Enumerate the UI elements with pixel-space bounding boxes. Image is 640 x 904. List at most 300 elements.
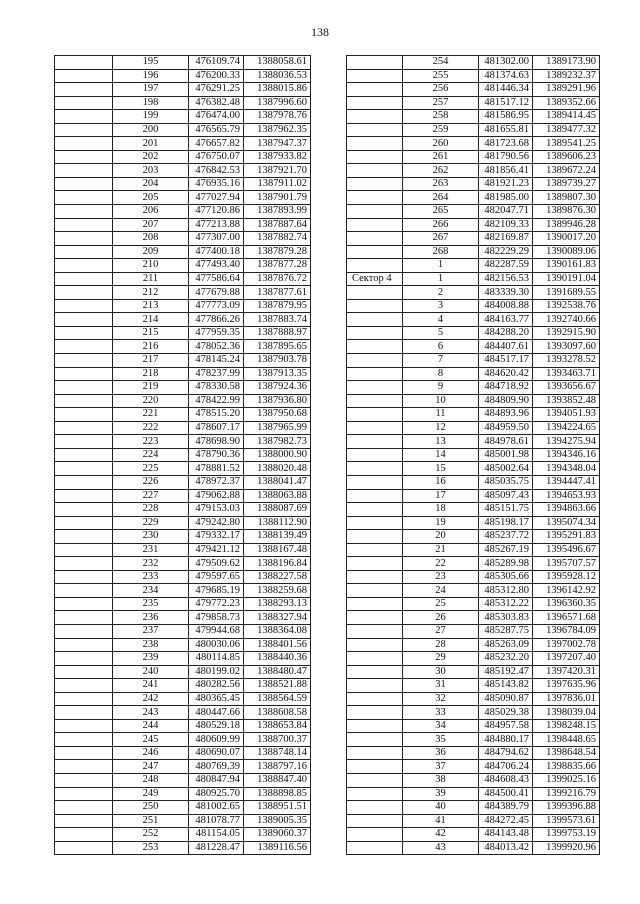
point-number-cell: 268 [403,245,479,259]
x-coordinate-cell: 478145.24 [189,354,244,368]
x-coordinate-cell: 476565.79 [189,123,244,137]
x-coordinate-cell: 478515.20 [189,408,244,422]
point-number-cell: 196 [113,69,189,83]
point-number-cell: 16 [403,475,479,489]
table-row [55,56,311,70]
table-row [55,259,311,273]
point-number-cell: 221 [113,408,189,422]
table-row [347,56,600,70]
x-coordinate-cell: 477493.40 [189,259,244,273]
sector-label-cell [347,96,403,110]
sector-label-cell [347,245,403,259]
table-row [55,706,311,720]
point-number-cell: 20 [403,530,479,544]
y-coordinate-cell: 1393656.67 [533,381,600,395]
x-coordinate-cell: 480769.39 [189,760,244,774]
x-coordinate-cell: 477400.18 [189,245,244,259]
table-row [55,123,311,137]
y-coordinate-cell: 1387996.60 [244,96,311,110]
sector-label-cell [55,448,113,462]
y-coordinate-cell: 1388364.08 [244,624,311,638]
sector-label-cell [347,489,403,503]
x-coordinate-cell: 479944.68 [189,624,244,638]
sector-label-cell [347,150,403,164]
table-row [347,679,600,693]
point-number-cell: 252 [113,828,189,842]
sector-label-cell [55,706,113,720]
point-number-cell: 40 [403,801,479,815]
sector-label-cell [347,408,403,422]
sector-label-cell [347,570,403,584]
sector-label-cell [55,137,113,151]
table-row [55,137,311,151]
sector-label-cell [55,299,113,313]
x-coordinate-cell: 480690.07 [189,746,244,760]
y-coordinate-cell: 1397420.31 [533,665,600,679]
point-number-cell: 239 [113,652,189,666]
table-row [347,150,600,164]
point-number-cell: 245 [113,733,189,747]
table-row [347,543,600,557]
table-row [55,516,311,530]
table-row [55,773,311,787]
y-coordinate-cell: 1388521.88 [244,679,311,693]
x-coordinate-cell: 485151.75 [479,503,533,517]
table-row [347,584,600,598]
point-number-cell: 33 [403,706,479,720]
y-coordinate-cell: 1387903.78 [244,354,311,368]
point-number-cell: 12 [403,421,479,435]
x-coordinate-cell: 476657.82 [189,137,244,151]
point-number-cell: 11 [403,408,479,422]
point-number-cell: 41 [403,814,479,828]
x-coordinate-cell: 479858.73 [189,611,244,625]
y-coordinate-cell: 1399396.88 [533,801,600,815]
table-row [347,421,600,435]
table-row [55,205,311,219]
x-coordinate-cell: 482287.59 [479,259,533,273]
sector-label-cell [347,719,403,733]
point-number-cell: 214 [113,313,189,327]
y-coordinate-cell: 1388748.14 [244,746,311,760]
point-number-cell: 31 [403,679,479,693]
point-number-cell: 266 [403,218,479,232]
sector-label-cell [347,584,403,598]
sector-label-cell [55,462,113,476]
y-coordinate-cell: 1392740.66 [533,313,600,327]
y-coordinate-cell: 1396571.68 [533,611,600,625]
table-row [55,164,311,178]
table-row [55,177,311,191]
y-coordinate-cell: 1387913.35 [244,367,311,381]
point-number-cell: 32 [403,692,479,706]
table-row [55,665,311,679]
sector-label-cell [55,394,113,408]
point-number-cell: 250 [113,801,189,815]
y-coordinate-cell: 1389807.30 [533,191,600,205]
sector-label-cell [347,530,403,544]
point-number-cell: 213 [113,299,189,313]
x-coordinate-cell: 485097.43 [479,489,533,503]
point-number-cell: 248 [113,773,189,787]
point-number-cell: 206 [113,205,189,219]
point-number-cell: 3 [403,299,479,313]
x-coordinate-cell: 479242.80 [189,516,244,530]
sector-label-cell [347,665,403,679]
table-row [347,624,600,638]
point-number-cell: 255 [403,69,479,83]
table-row [347,719,600,733]
x-coordinate-cell: 485237.72 [479,530,533,544]
point-number-cell: 224 [113,448,189,462]
point-number-cell: 6 [403,340,479,354]
sector-label-cell [347,56,403,70]
point-number-cell: 19 [403,516,479,530]
table-row [55,354,311,368]
x-coordinate-cell: 477120.86 [189,205,244,219]
table-row [55,760,311,774]
point-number-cell: 27 [403,624,479,638]
y-coordinate-cell: 1387876.72 [244,272,311,286]
sector-label-cell [347,394,403,408]
table-row [347,326,600,340]
x-coordinate-cell: 484718.92 [479,381,533,395]
point-number-cell: 263 [403,177,479,191]
x-coordinate-cell: 484008.88 [479,299,533,313]
x-coordinate-cell: 481790.56 [479,150,533,164]
table-row [347,611,600,625]
point-number-cell: 30 [403,665,479,679]
y-coordinate-cell: 1388898.85 [244,787,311,801]
sector-label-cell [347,259,403,273]
y-coordinate-cell: 1388951.51 [244,801,311,815]
y-coordinate-cell: 1397836.01 [533,692,600,706]
sector-label-cell [55,652,113,666]
x-coordinate-cell: 476109.74 [189,56,244,70]
x-coordinate-cell: 481154.05 [189,828,244,842]
sector-label-cell [55,692,113,706]
y-coordinate-cell: 1387936.80 [244,394,311,408]
x-coordinate-cell: 485287.75 [479,624,533,638]
table-row [347,299,600,313]
sector-label-cell [347,828,403,842]
x-coordinate-cell: 485289.98 [479,557,533,571]
table-row [347,801,600,815]
sector-label-cell [347,340,403,354]
x-coordinate-cell: 485002.64 [479,462,533,476]
x-coordinate-cell: 484013.42 [479,841,533,855]
x-coordinate-cell: 477959.35 [189,326,244,340]
table-row [347,191,600,205]
y-coordinate-cell: 1388196.84 [244,557,311,571]
table-row [55,841,311,855]
point-number-cell: 225 [113,462,189,476]
sector-label-cell [55,503,113,517]
sector-label-cell [347,787,403,801]
sector-label-cell [55,272,113,286]
y-coordinate-cell: 1389541.25 [533,137,600,151]
table-row [55,543,311,557]
y-coordinate-cell: 1394447.41 [533,475,600,489]
sector-label-cell [347,841,403,855]
x-coordinate-cell: 485029.38 [479,706,533,720]
y-coordinate-cell: 1389606.23 [533,150,600,164]
y-coordinate-cell: 1387933.82 [244,150,311,164]
x-coordinate-cell: 484272.45 [479,814,533,828]
x-coordinate-cell: 484517.17 [479,354,533,368]
y-coordinate-cell: 1387950.68 [244,408,311,422]
table-row [347,83,600,97]
sector-label-cell [55,624,113,638]
coordinates-table-left-body [55,56,311,855]
table-row [347,313,600,327]
y-coordinate-cell: 1388797.16 [244,760,311,774]
table-row [347,164,600,178]
y-coordinate-cell: 1395291.83 [533,530,600,544]
y-coordinate-cell: 1390089.06 [533,245,600,259]
point-number-cell: 5 [403,326,479,340]
table-row [347,503,600,517]
sector-label-cell [347,381,403,395]
sector-label-cell [347,543,403,557]
sector-label-cell [55,489,113,503]
y-coordinate-cell: 1389116.56 [244,841,311,855]
x-coordinate-cell: 477679.88 [189,286,244,300]
y-coordinate-cell: 1392915.90 [533,326,600,340]
y-coordinate-cell: 1387982.73 [244,435,311,449]
sector-label-cell [347,746,403,760]
table-row [55,489,311,503]
y-coordinate-cell: 1387887.64 [244,218,311,232]
x-coordinate-cell: 480847.94 [189,773,244,787]
x-coordinate-cell: 481856.41 [479,164,533,178]
y-coordinate-cell: 1388608.58 [244,706,311,720]
point-number-cell: 242 [113,692,189,706]
x-coordinate-cell: 484880.17 [479,733,533,747]
table-row [347,652,600,666]
point-number-cell: 237 [113,624,189,638]
point-number-cell: 240 [113,665,189,679]
table-row [55,570,311,584]
y-coordinate-cell: 1388015.86 [244,83,311,97]
sector-label-cell [55,597,113,611]
y-coordinate-cell: 1387877.28 [244,259,311,273]
sector-label-cell [347,475,403,489]
sector-label-cell [55,719,113,733]
point-number-cell: 233 [113,570,189,584]
x-coordinate-cell: 481228.47 [189,841,244,855]
point-number-cell: 235 [113,597,189,611]
sector-label-cell [55,69,113,83]
point-number-cell: 215 [113,326,189,340]
table-row [55,746,311,760]
sector-label-cell [55,760,113,774]
point-number-cell: 18 [403,503,479,517]
table-row [55,286,311,300]
sector-label-cell [347,448,403,462]
point-number-cell: 258 [403,110,479,124]
sector-label-cell [347,205,403,219]
sector-label-cell [55,475,113,489]
sector-label-cell [55,584,113,598]
y-coordinate-cell: 1388847.40 [244,773,311,787]
y-coordinate-cell: 1399753.19 [533,828,600,842]
table-row [55,787,311,801]
coordinates-table-right-body [347,56,600,855]
sector-label-cell [347,706,403,720]
x-coordinate-cell: 476842.53 [189,164,244,178]
sector-label-cell [347,123,403,137]
point-number-cell: 229 [113,516,189,530]
x-coordinate-cell: 480365.45 [189,692,244,706]
point-number-cell: 256 [403,83,479,97]
y-coordinate-cell: 1394051.93 [533,408,600,422]
point-number-cell: 232 [113,557,189,571]
table-row [347,394,600,408]
point-number-cell: 222 [113,421,189,435]
y-coordinate-cell: 1388020.48 [244,462,311,476]
table-row [347,570,600,584]
table-row [347,692,600,706]
sector-label-cell [55,245,113,259]
y-coordinate-cell: 1396360.35 [533,597,600,611]
point-number-cell: 257 [403,96,479,110]
table-row [347,638,600,652]
point-number-cell: 243 [113,706,189,720]
x-coordinate-cell: 482229.29 [479,245,533,259]
table-row [55,191,311,205]
coordinates-table-right [346,55,600,855]
y-coordinate-cell: 1392538.76 [533,299,600,313]
point-number-cell: 226 [113,475,189,489]
table-row [347,530,600,544]
sector-label-cell [55,557,113,571]
sector-label-cell [347,597,403,611]
point-number-cell: 13 [403,435,479,449]
point-number-cell: 204 [113,177,189,191]
sector-label-cell [55,516,113,530]
point-number-cell: 208 [113,232,189,246]
point-number-cell: 22 [403,557,479,571]
point-number-cell: 264 [403,191,479,205]
x-coordinate-cell: 479685.19 [189,584,244,598]
x-coordinate-cell: 484706.24 [479,760,533,774]
sector-label-cell [55,773,113,787]
sector-label-cell [55,543,113,557]
x-coordinate-cell: 484794.62 [479,746,533,760]
y-coordinate-cell: 1388653.84 [244,719,311,733]
y-coordinate-cell: 1387879.95 [244,299,311,313]
point-number-cell: 10 [403,394,479,408]
x-coordinate-cell: 484407.61 [479,340,533,354]
table-row [55,367,311,381]
point-number-cell: 230 [113,530,189,544]
y-coordinate-cell: 1388167.48 [244,543,311,557]
table-row [55,326,311,340]
y-coordinate-cell: 1387924.36 [244,381,311,395]
point-number-cell: 212 [113,286,189,300]
point-number-cell: 7 [403,354,479,368]
sector-label-cell [347,611,403,625]
table-row [347,746,600,760]
table-row [55,475,311,489]
sector-label-cell [55,56,113,70]
table-row [55,503,311,517]
x-coordinate-cell: 484809.90 [479,394,533,408]
point-number-cell: 210 [113,259,189,273]
x-coordinate-cell: 477307.00 [189,232,244,246]
y-coordinate-cell: 1388063.88 [244,489,311,503]
point-number-cell: 34 [403,719,479,733]
x-coordinate-cell: 480030.06 [189,638,244,652]
table-row [347,760,600,774]
y-coordinate-cell: 1388480.47 [244,665,311,679]
x-coordinate-cell: 477773.09 [189,299,244,313]
point-number-cell: 244 [113,719,189,733]
point-number-cell: 201 [113,137,189,151]
y-coordinate-cell: 1395074.34 [533,516,600,530]
y-coordinate-cell: 1389005.35 [244,814,311,828]
point-number-cell: 195 [113,56,189,70]
x-coordinate-cell: 476935.16 [189,177,244,191]
x-coordinate-cell: 481655.81 [479,123,533,137]
table-row [347,435,600,449]
point-number-cell: 223 [113,435,189,449]
x-coordinate-cell: 482109.33 [479,218,533,232]
y-coordinate-cell: 1387893.99 [244,205,311,219]
point-number-cell: 29 [403,652,479,666]
sector-label-cell [347,367,403,381]
y-coordinate-cell: 1388401.56 [244,638,311,652]
x-coordinate-cell: 480114.85 [189,652,244,666]
sector-label-cell [55,570,113,584]
point-number-cell: 17 [403,489,479,503]
sector-label-cell [55,313,113,327]
x-coordinate-cell: 484389.79 [479,801,533,815]
table-row [55,828,311,842]
point-number-cell: 25 [403,597,479,611]
y-coordinate-cell: 1387911.02 [244,177,311,191]
y-coordinate-cell: 1391689.55 [533,286,600,300]
sector-label-cell [55,801,113,815]
sector-label-cell [347,69,403,83]
page-number: 138 [311,25,329,39]
sector-label-cell [347,624,403,638]
x-coordinate-cell: 485305.66 [479,570,533,584]
y-coordinate-cell: 1388036.53 [244,69,311,83]
table-row [55,435,311,449]
sector-label-cell [347,773,403,787]
table-row [55,692,311,706]
x-coordinate-cell: 480529.18 [189,719,244,733]
sector-label-cell [55,326,113,340]
sector-label-cell [347,218,403,232]
x-coordinate-cell: 485198.17 [479,516,533,530]
sector-label-cell [55,354,113,368]
sector-label-cell [55,96,113,110]
point-number-cell: 259 [403,123,479,137]
y-coordinate-cell: 1387882.74 [244,232,311,246]
table-row [55,110,311,124]
y-coordinate-cell: 1389477.32 [533,123,600,137]
table-row [347,259,600,273]
x-coordinate-cell: 479421.12 [189,543,244,557]
sector-label-cell [55,679,113,693]
y-coordinate-cell: 1393852.48 [533,394,600,408]
x-coordinate-cell: 485303.83 [479,611,533,625]
table-row [347,733,600,747]
y-coordinate-cell: 1398648.54 [533,746,600,760]
